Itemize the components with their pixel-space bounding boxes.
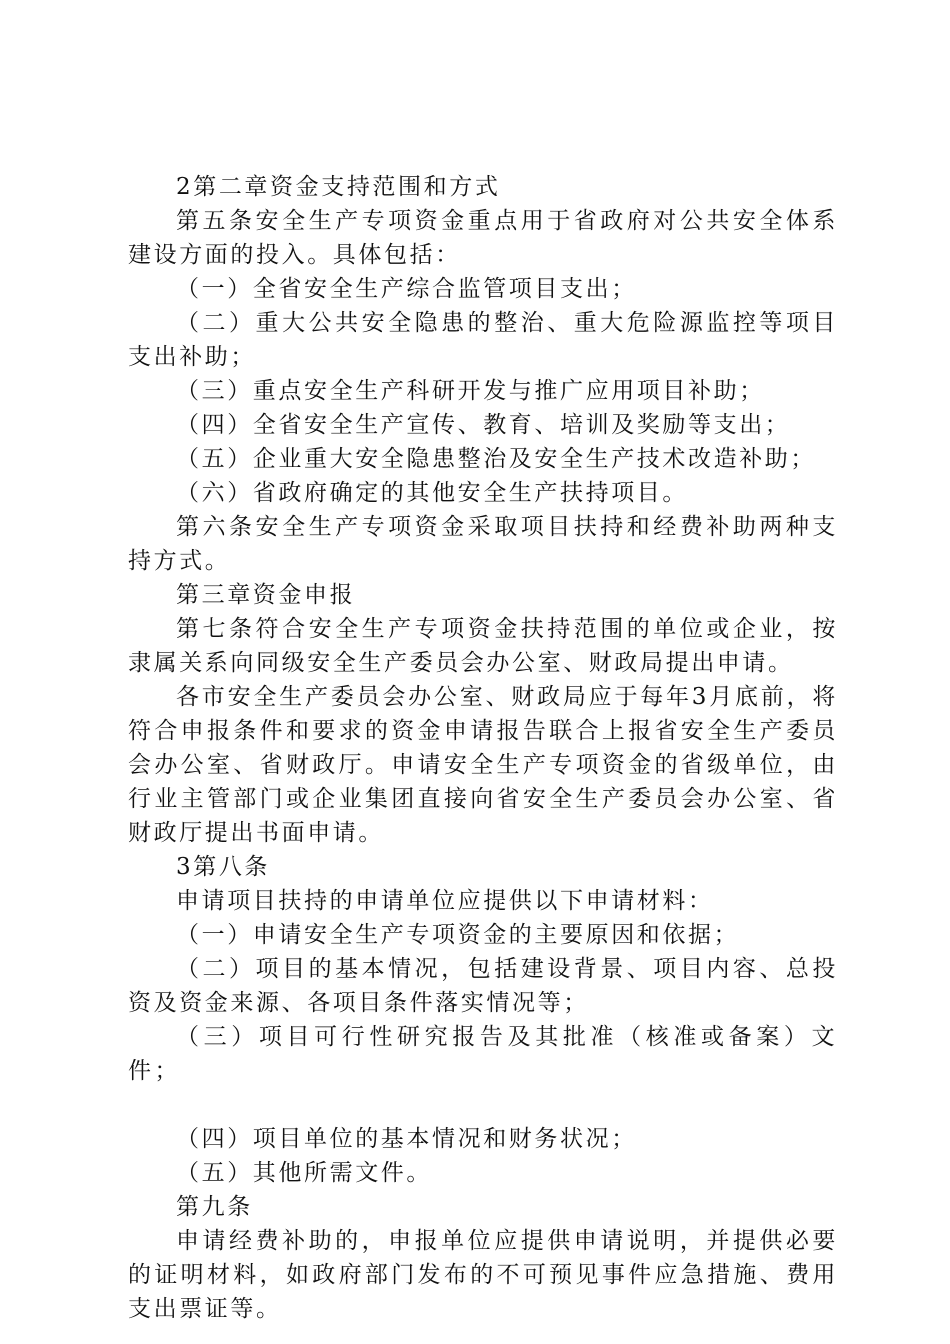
article-8-intro: 申请项目扶持的申请单位应提供以下申请材料： [176, 888, 714, 914]
article-8-item-4: （四）项目单位的基本情况和财务状况； [176, 1126, 637, 1152]
article-5: 第五条安全生产专项资金重点用于省政府对公共安全体系建设方面的投入。具体包括： [128, 208, 838, 268]
article-8-item-5: （五）其他所需文件。 [176, 1160, 432, 1186]
chapter-3-heading: 第三章资金申报 [176, 582, 356, 608]
article-5-item-2: （二）重大公共安全隐患的整治、重大危险源监控等项目支出补助； [128, 310, 838, 370]
article-6: 第六条安全生产专项资金采取项目扶持和经费补助两种支持方式。 [128, 514, 838, 574]
article-9-body: 申请经费补助的，申报单位应提供申请说明，并提供必要的证明材料，如政府部门发布的不可预见事件应急措施、费用支出票证等。 [128, 1228, 838, 1322]
document-body [128, 170, 838, 1326]
article-5-item-4: （四）全省安全生产宣传、教育、培训及奖励等支出； [176, 412, 791, 438]
article-8-item-1: （一）申请安全生产专项资金的主要原因和依据； [176, 922, 740, 948]
chapter-2-heading: 2第二章资金支持范围和方式 [176, 174, 501, 200]
article-9-heading: 第九条 [176, 1194, 253, 1220]
article-5-item-5: （五）企业重大安全隐患整治及安全生产技术改造补助； [176, 446, 816, 472]
article-8-item-3: （三）项目可行性研究报告及其批准（核准或备案）文件； [128, 1024, 838, 1084]
article-5-item-1: （一）全省安全生产综合监管项目支出； [176, 276, 637, 302]
article-5-item-3: （三）重点安全生产科研开发与推广应用项目补助； [176, 378, 765, 404]
article-5-item-6: （六）省政府确定的其他安全生产扶持项目。 [176, 480, 688, 506]
article-7: 第七条符合安全生产专项资金扶持范围的单位或企业，按隶属关系向同级安全生产委员会办公室、财政局提出申请。 [128, 616, 838, 676]
article-7-paragraph-2: 各市安全生产委员会办公室、财政局应于每年3月底前，将符合申报条件和要求的资金申请报告联合上报省安全生产委员会办公室、省财政厅。申请安全生产专项资金的省级单位，由行业主管部门或企业集团直接向省安全生产委员会办公室、省财政厅提出书面申请。 [128, 684, 838, 846]
article-8-heading: 3第八条 [176, 854, 271, 880]
article-8-item-2: （二）项目的基本情况，包括建设背景、项目内容、总投资及资金来源、各项目条件落实情况等； [128, 956, 838, 1016]
